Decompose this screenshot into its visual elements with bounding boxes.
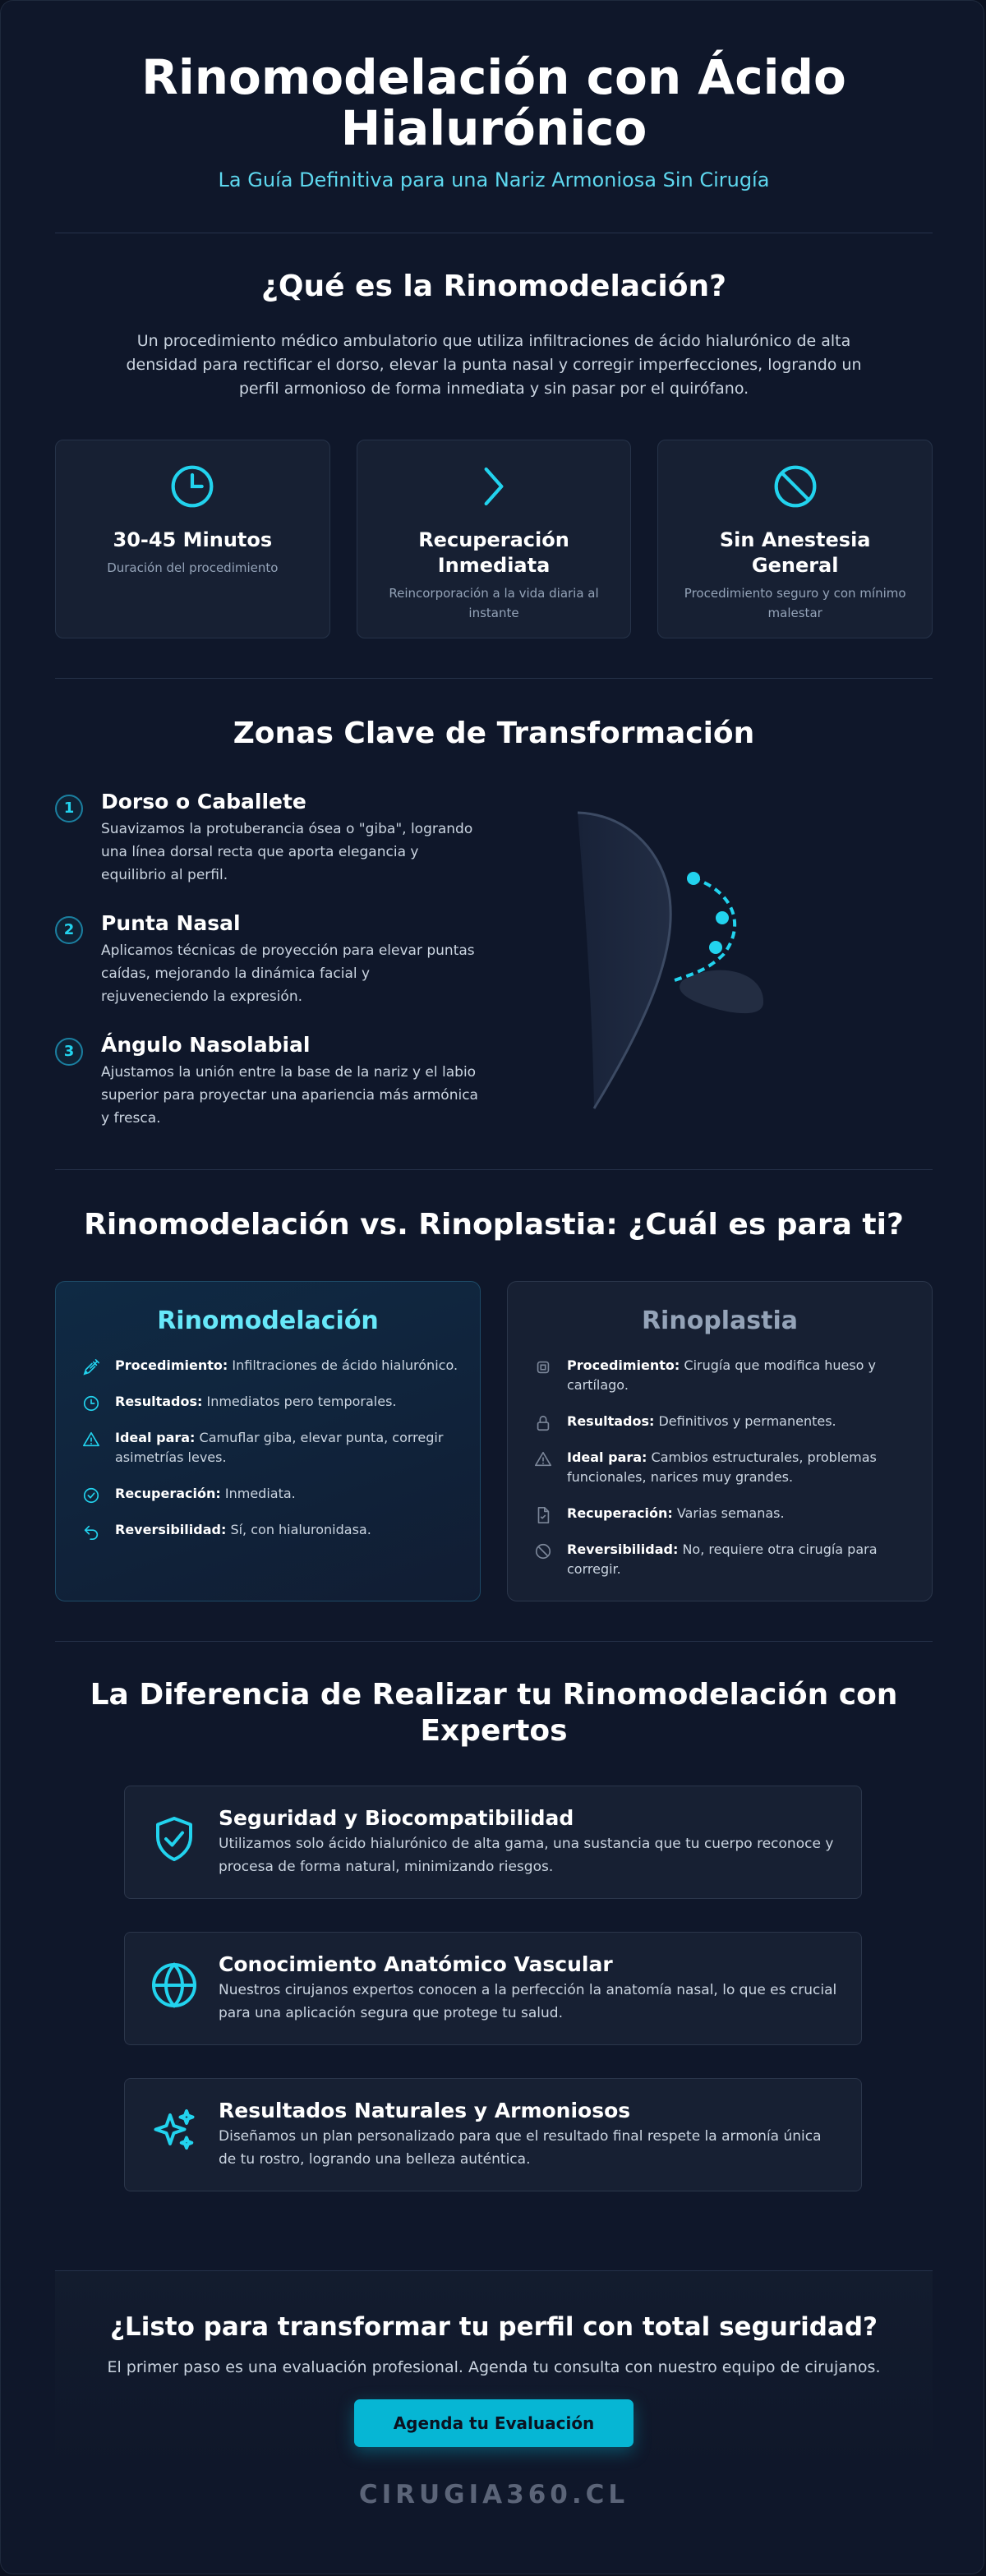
- compare-item-value: Definitivos y permanentes.: [658, 1413, 836, 1429]
- zone-title: Dorso o Caballete: [101, 790, 306, 813]
- brand-logo-text: CIRUGIA360.CL: [358, 2480, 629, 2509]
- section-zones: [55, 716, 933, 752]
- stat-desc: Duración del procedimiento: [107, 560, 279, 575]
- section-what: [55, 269, 933, 401]
- compare-item: [81, 1356, 458, 1376]
- compare-item-value: No, requiere otra cirugía para corregir.: [567, 1541, 878, 1577]
- check-circle-icon: [82, 1486, 100, 1505]
- section-intro: Un procedimiento médico ambulatorio que utiliza infiltraciones de ácido hialurónico de alta densidad para rectificar el dorso, elevar la punta nasal y corregir imperfecciones, logrando un perfil armonioso de forma inmediata y sin pasar por el quirófano.: [126, 332, 862, 398]
- shield-check-icon: [150, 1814, 199, 1864]
- compare-item: [81, 1520, 458, 1540]
- sparkles-icon: [150, 2107, 199, 2156]
- schedule-evaluation-button[interactable]: Agenda tu Evaluación: [354, 2399, 634, 2447]
- clock-icon: [82, 1394, 100, 1412]
- section-heading: La Diferencia de Realizar tu Rinomodelación con Expertos: [90, 1678, 898, 1748]
- zone-title: Punta Nasal: [101, 911, 241, 935]
- document-icon: [534, 1506, 552, 1524]
- undo-icon: [82, 1523, 100, 1541]
- zone-item: [55, 911, 482, 1010]
- stat-title: Sin Anestesia General: [719, 528, 871, 577]
- nose-profile-illustration: [560, 798, 790, 1118]
- zone-item: [55, 1033, 482, 1131]
- zone-item: [55, 790, 482, 888]
- compare-item-label: Resultados:: [567, 1413, 655, 1429]
- ban-icon: [772, 463, 818, 509]
- compare-item: [532, 1448, 910, 1487]
- section-heading: Rinomodelación vs. Rinoplastia: ¿Cuál es para ti?: [84, 1208, 904, 1242]
- feature-card: [124, 1932, 862, 2045]
- warning-icon: [534, 1450, 552, 1468]
- compare-item-value: Cirugía que modifica hueso y cartílago.: [567, 1357, 877, 1393]
- feature-card: [124, 2078, 862, 2191]
- compare-list: [532, 1356, 910, 1596]
- feature-text: Diseñamos un plan personalizado para que el resultado final respete la armonía única de tu rostro, logrando una belleza auténtica.: [219, 2128, 822, 2168]
- chevron-right-icon: [471, 463, 517, 509]
- compare-item: [532, 1356, 910, 1395]
- compare-item-value: Infiltraciones de ácido hialurónico.: [232, 1357, 458, 1373]
- stat-card-anesthesia: [657, 440, 933, 638]
- feature-text: Utilizamos solo ácido hialurónico de alta gama, una sustancia que tu cuerpo reconoce y procesa de forma natural, minimizando riesgos.: [219, 1836, 834, 1875]
- ban-icon: [534, 1542, 552, 1560]
- stat-title: Recuperación Inmediata: [418, 528, 569, 577]
- feature-title: Resultados Naturales y Armoniosos: [219, 2099, 631, 2122]
- cta-title: ¿Listo para transformar tu perfil con total seguridad?: [109, 2312, 878, 2342]
- compare-item-value: Inmediata.: [224, 1486, 296, 1501]
- zone-title: Ángulo Nasolabial: [101, 1033, 311, 1057]
- compare-item-value: Camuflar giba, elevar punta, corregir asimetrías leves.: [115, 1430, 444, 1465]
- chip-icon: [534, 1358, 552, 1376]
- compare-card-title: Rinomodelación: [157, 1306, 379, 1335]
- compare-item-label: Procedimiento:: [567, 1357, 680, 1373]
- section-experts: [55, 1677, 933, 1749]
- feature-title: Seguridad y Biocompatibilidad: [219, 1806, 574, 1830]
- compare-item-value: Inmediatos pero temporales.: [206, 1394, 397, 1409]
- zone-number: 3: [55, 1038, 83, 1066]
- compare-item: [532, 1412, 910, 1431]
- stat-desc: Procedimiento seguro y con mínimo malestar: [684, 586, 906, 620]
- compare-item-label: Reversibilidad:: [115, 1522, 227, 1537]
- feature-text: Nuestros cirujanos expertos conocen a la perfección la anatomía nasal, lo que es crucial para una aplicación segura que protege tu salud.: [219, 1982, 837, 2021]
- compare-item-label: Reversibilidad:: [567, 1541, 679, 1557]
- divider: [55, 678, 933, 679]
- zone-number: 2: [55, 916, 83, 944]
- globe-icon: [150, 1961, 199, 2010]
- compare-item-label: Procedimiento:: [115, 1357, 228, 1373]
- warning-icon: [82, 1431, 100, 1449]
- compare-item-label: Recuperación:: [567, 1505, 673, 1521]
- section-compare: [55, 1207, 933, 1243]
- compare-item: [532, 1540, 910, 1579]
- compare-card-rinomodelacion: [55, 1281, 481, 1601]
- compare-card-rinoplastia: [507, 1281, 933, 1601]
- cta-section: [55, 2270, 933, 2551]
- compare-item-label: Ideal para:: [115, 1430, 196, 1445]
- page-title: Rinomodelación con Ácido Hialurónico: [141, 49, 846, 156]
- stat-title: 30-45 Minutos: [113, 528, 273, 551]
- compare-card-title: Rinoplastia: [641, 1306, 799, 1335]
- compare-list: [81, 1356, 458, 1556]
- compare-item: [532, 1504, 910, 1523]
- section-heading: ¿Qué es la Rinomodelación?: [260, 270, 726, 303]
- stats-row: [55, 440, 933, 638]
- header: [55, 49, 933, 191]
- divider: [55, 1641, 933, 1642]
- compare-item-value: Cambios estructurales, problemas funcionales, narices muy grandes.: [567, 1449, 877, 1485]
- compare-item: [81, 1392, 458, 1412]
- compare-item-label: Recuperación:: [115, 1486, 221, 1501]
- zone-text: Aplicamos técnicas de proyección para elevar puntas caídas, mejorando la dinámica facial y rejuveneciendo la expresión.: [101, 942, 475, 1005]
- lock-icon: [534, 1414, 552, 1432]
- clock-icon: [169, 463, 215, 509]
- compare-item-value: Sí, con hialuronidasa.: [230, 1522, 371, 1537]
- section-heading: Zonas Clave de Transformación: [233, 717, 755, 750]
- compare-item-label: Resultados:: [115, 1394, 203, 1409]
- stat-card-recovery: [357, 440, 632, 638]
- feature-title: Conocimiento Anatómico Vascular: [219, 1952, 613, 1976]
- compare-item: [81, 1428, 458, 1468]
- compare-item-value: Varias semanas.: [676, 1505, 785, 1521]
- zone-text: Suavizamos la protuberancia ósea o "giba", logrando una línea dorsal recta que aporta elegancia y equilibrio al perfil.: [101, 821, 473, 883]
- zone-text: Ajustamos la unión entre la base de la nariz y el labio superior para proyectar una apariencia más armónica y fresca.: [101, 1064, 478, 1127]
- compare-item: [81, 1484, 458, 1504]
- divider: [55, 1169, 933, 1170]
- compare-item-label: Ideal para:: [567, 1449, 647, 1465]
- stat-card-duration: [55, 440, 330, 638]
- stat-desc: Reincorporación a la vida diaria al instante: [389, 586, 599, 620]
- cta-text: El primer paso es una evaluación profesional. Agenda tu consulta con nuestro equipo de cirujanos.: [107, 2358, 881, 2376]
- syringe-icon: [82, 1358, 100, 1376]
- feature-card: [124, 1786, 862, 1899]
- zone-number: 1: [55, 795, 83, 823]
- page-subtitle: La Guía Definitiva para una Nariz Armoniosa Sin Cirugía: [218, 168, 770, 191]
